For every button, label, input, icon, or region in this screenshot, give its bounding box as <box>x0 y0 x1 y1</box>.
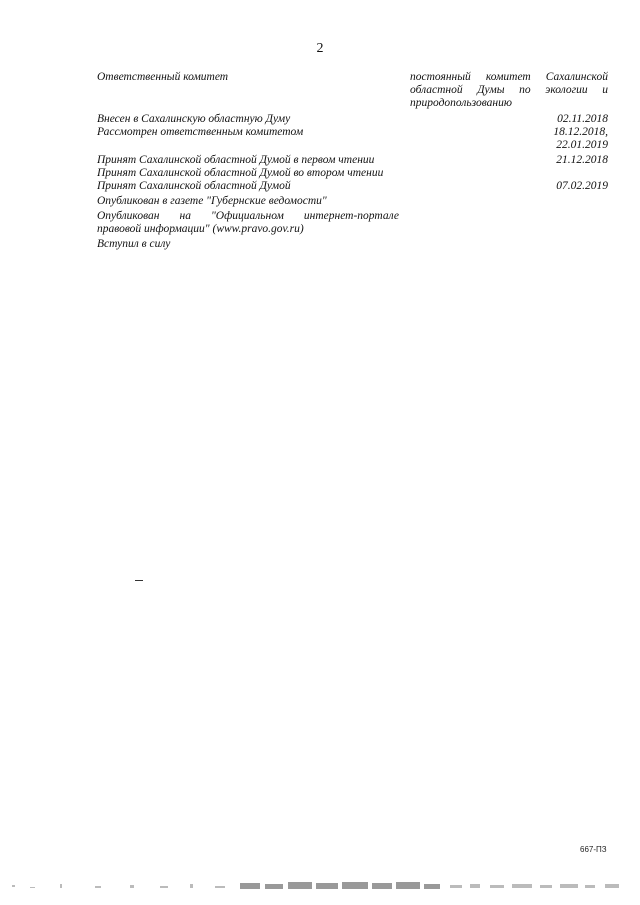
committee-line-2: областной Думы по экологии и <box>410 84 608 96</box>
footer-code: 667-ПЗ <box>580 845 607 854</box>
first-reading-label: Принят Сахалинской областной Думой в первом чтении <box>97 154 375 166</box>
reviewed-date-1: 18.12.2018, <box>553 126 608 138</box>
responsible-committee-label: Ответственный комитет <box>97 71 229 83</box>
in-force-label: Вступил в силу <box>97 238 171 250</box>
scan-noise-strip <box>0 876 640 898</box>
reviewed-label: Рассмотрен ответственным комитетом <box>97 126 304 138</box>
published-online-line-1: Опубликован на "Официальном интернет-портале <box>97 210 399 222</box>
published-online-label <box>97 210 399 236</box>
adopted-date: 07.02.2019 <box>556 180 608 192</box>
first-reading-date: 21.12.2018 <box>556 154 608 166</box>
committee-line-3: природопользованию <box>410 97 512 109</box>
submitted-date: 02.11.2018 <box>557 113 608 125</box>
adopted-label: Принят Сахалинской областной Думой <box>97 180 291 192</box>
responsible-committee-value <box>410 71 608 110</box>
stray-mark <box>135 580 143 581</box>
reviewed-date-2: 22.01.2019 <box>556 139 608 151</box>
submitted-label: Внесен в Сахалинскую областную Думу <box>97 113 291 125</box>
committee-line-1: постоянный комитет Сахалинской <box>410 71 608 83</box>
second-reading-label: Принят Сахалинской областной Думой во втором чтении <box>97 167 384 179</box>
published-online-line-2: правовой информации" (www.pravo.gov.ru) <box>97 223 304 235</box>
page-number: 2 <box>316 41 324 56</box>
published-newspaper-label: Опубликован в газете "Губернские ведомости" <box>97 195 327 207</box>
